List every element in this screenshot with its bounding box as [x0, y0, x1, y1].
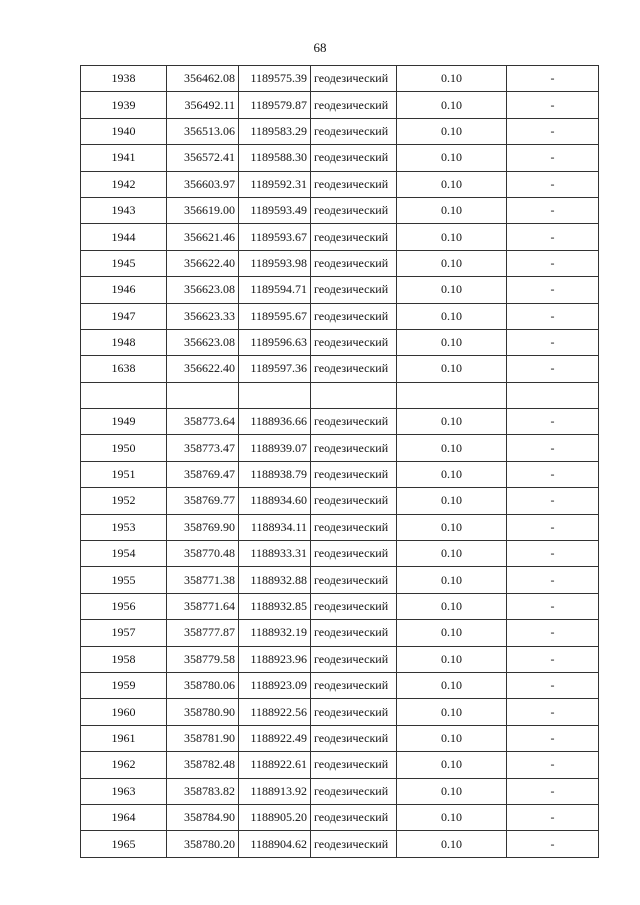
x-coordinate-cell: 358780.06 [167, 672, 239, 698]
method-cell: геодезический [311, 541, 397, 567]
point-number-cell: 1961 [81, 725, 167, 751]
table-row [81, 224, 599, 250]
accuracy-cell: 0.10 [397, 171, 507, 197]
table-row [81, 197, 599, 223]
y-coordinate-cell: 1188938.79 [239, 461, 311, 487]
table-row [81, 672, 599, 698]
y-coordinate-cell: 1188923.96 [239, 646, 311, 672]
y-coordinate-cell: 1188905.20 [239, 804, 311, 830]
point-number-cell: 1941 [81, 145, 167, 171]
accuracy-cell: 0.10 [397, 804, 507, 830]
x-coordinate-cell [167, 382, 239, 408]
accuracy-cell: 0.10 [397, 118, 507, 144]
y-coordinate-cell: 1189593.67 [239, 224, 311, 250]
method-cell: геодезический [311, 593, 397, 619]
x-coordinate-cell: 358777.87 [167, 620, 239, 646]
note-cell: - [507, 831, 599, 857]
x-coordinate-cell: 358784.90 [167, 804, 239, 830]
accuracy-cell: 0.10 [397, 752, 507, 778]
x-coordinate-cell: 358770.48 [167, 541, 239, 567]
y-coordinate-cell: 1188932.85 [239, 593, 311, 619]
accuracy-cell: 0.10 [397, 197, 507, 223]
y-coordinate-cell: 1188904.62 [239, 831, 311, 857]
table-row [81, 277, 599, 303]
accuracy-cell: 0.10 [397, 329, 507, 355]
y-coordinate-cell [239, 382, 311, 408]
accuracy-cell: 0.10 [397, 409, 507, 435]
y-coordinate-cell: 1189592.31 [239, 171, 311, 197]
accuracy-cell: 0.10 [397, 699, 507, 725]
point-number-cell: 1956 [81, 593, 167, 619]
method-cell: геодезический [311, 567, 397, 593]
note-cell: - [507, 409, 599, 435]
table-row [81, 382, 599, 408]
method-cell: геодезический [311, 277, 397, 303]
table-row [81, 804, 599, 830]
point-number-cell: 1962 [81, 752, 167, 778]
method-cell: геодезический [311, 672, 397, 698]
note-cell: - [507, 804, 599, 830]
method-cell: геодезический [311, 224, 397, 250]
table-row [81, 435, 599, 461]
x-coordinate-cell: 358781.90 [167, 725, 239, 751]
point-number-cell: 1952 [81, 488, 167, 514]
accuracy-cell: 0.10 [397, 303, 507, 329]
table-row [81, 488, 599, 514]
accuracy-cell: 0.10 [397, 646, 507, 672]
note-cell: - [507, 224, 599, 250]
note-cell: - [507, 250, 599, 276]
x-coordinate-cell: 356462.08 [167, 66, 239, 92]
method-cell: геодезический [311, 435, 397, 461]
note-cell: - [507, 646, 599, 672]
method-cell: геодезический [311, 488, 397, 514]
y-coordinate-cell: 1189583.29 [239, 118, 311, 144]
table-row [81, 303, 599, 329]
x-coordinate-cell: 356622.40 [167, 250, 239, 276]
accuracy-cell: 0.10 [397, 435, 507, 461]
method-cell: геодезический [311, 356, 397, 382]
y-coordinate-cell: 1189596.63 [239, 329, 311, 355]
method-cell: геодезический [311, 409, 397, 435]
y-coordinate-cell: 1189593.49 [239, 197, 311, 223]
point-number-cell [81, 382, 167, 408]
accuracy-cell: 0.10 [397, 672, 507, 698]
point-number-cell: 1963 [81, 778, 167, 804]
point-number-cell: 1943 [81, 197, 167, 223]
table-row [81, 752, 599, 778]
y-coordinate-cell: 1189579.87 [239, 92, 311, 118]
y-coordinate-cell: 1188934.60 [239, 488, 311, 514]
table-row [81, 356, 599, 382]
point-number-cell: 1947 [81, 303, 167, 329]
point-number-cell: 1945 [81, 250, 167, 276]
method-cell [311, 382, 397, 408]
table-row [81, 145, 599, 171]
point-number-cell: 1964 [81, 804, 167, 830]
accuracy-cell: 0.10 [397, 541, 507, 567]
y-coordinate-cell: 1188933.31 [239, 541, 311, 567]
coordinates-table [80, 65, 599, 858]
method-cell: геодезический [311, 831, 397, 857]
table-row [81, 620, 599, 646]
y-coordinate-cell: 1188932.88 [239, 567, 311, 593]
note-cell: - [507, 672, 599, 698]
note-cell: - [507, 197, 599, 223]
accuracy-cell: 0.10 [397, 725, 507, 751]
accuracy-cell: 0.10 [397, 66, 507, 92]
accuracy-cell: 0.10 [397, 514, 507, 540]
note-cell: - [507, 488, 599, 514]
x-coordinate-cell: 358783.82 [167, 778, 239, 804]
note-cell: - [507, 303, 599, 329]
x-coordinate-cell: 358769.90 [167, 514, 239, 540]
note-cell: - [507, 699, 599, 725]
table-row [81, 409, 599, 435]
accuracy-cell: 0.10 [397, 224, 507, 250]
x-coordinate-cell: 356513.06 [167, 118, 239, 144]
note-cell: - [507, 752, 599, 778]
note-cell: - [507, 620, 599, 646]
y-coordinate-cell: 1189595.67 [239, 303, 311, 329]
y-coordinate-cell: 1188913.92 [239, 778, 311, 804]
note-cell: - [507, 145, 599, 171]
point-number-cell: 1938 [81, 66, 167, 92]
method-cell: геодезический [311, 752, 397, 778]
method-cell: геодезический [311, 514, 397, 540]
method-cell: геодезический [311, 620, 397, 646]
table-row [81, 514, 599, 540]
point-number-cell: 1965 [81, 831, 167, 857]
point-number-cell: 1948 [81, 329, 167, 355]
y-coordinate-cell: 1189588.30 [239, 145, 311, 171]
method-cell: геодезический [311, 725, 397, 751]
table-row [81, 66, 599, 92]
y-coordinate-cell: 1188939.07 [239, 435, 311, 461]
point-number-cell: 1950 [81, 435, 167, 461]
y-coordinate-cell: 1188922.61 [239, 752, 311, 778]
note-cell: - [507, 778, 599, 804]
point-number-cell: 1940 [81, 118, 167, 144]
point-number-cell: 1944 [81, 224, 167, 250]
x-coordinate-cell: 356623.33 [167, 303, 239, 329]
x-coordinate-cell: 356623.08 [167, 329, 239, 355]
point-number-cell: 1942 [81, 171, 167, 197]
point-number-cell: 1959 [81, 672, 167, 698]
note-cell: - [507, 567, 599, 593]
point-number-cell: 1960 [81, 699, 167, 725]
table-row [81, 646, 599, 672]
note-cell: - [507, 593, 599, 619]
x-coordinate-cell: 356623.08 [167, 277, 239, 303]
x-coordinate-cell: 356621.46 [167, 224, 239, 250]
x-coordinate-cell: 356619.00 [167, 197, 239, 223]
x-coordinate-cell: 358771.64 [167, 593, 239, 619]
point-number-cell: 1946 [81, 277, 167, 303]
y-coordinate-cell: 1188932.19 [239, 620, 311, 646]
point-number-cell: 1955 [81, 567, 167, 593]
x-coordinate-cell: 358773.47 [167, 435, 239, 461]
x-coordinate-cell: 358769.47 [167, 461, 239, 487]
x-coordinate-cell: 358773.64 [167, 409, 239, 435]
x-coordinate-cell: 356572.41 [167, 145, 239, 171]
accuracy-cell: 0.10 [397, 831, 507, 857]
method-cell: геодезический [311, 250, 397, 276]
x-coordinate-cell: 356603.97 [167, 171, 239, 197]
y-coordinate-cell: 1188936.66 [239, 409, 311, 435]
y-coordinate-cell: 1188922.49 [239, 725, 311, 751]
point-number-cell: 1954 [81, 541, 167, 567]
table-row [81, 831, 599, 857]
note-cell [507, 382, 599, 408]
table-row [81, 567, 599, 593]
table-row [81, 118, 599, 144]
point-number-cell: 1957 [81, 620, 167, 646]
x-coordinate-cell: 358782.48 [167, 752, 239, 778]
table-row [81, 778, 599, 804]
accuracy-cell: 0.10 [397, 356, 507, 382]
note-cell: - [507, 329, 599, 355]
method-cell: геодезический [311, 329, 397, 355]
table-row [81, 250, 599, 276]
y-coordinate-cell: 1189593.98 [239, 250, 311, 276]
table-row [81, 593, 599, 619]
x-coordinate-cell: 358779.58 [167, 646, 239, 672]
table-row [81, 171, 599, 197]
accuracy-cell: 0.10 [397, 145, 507, 171]
x-coordinate-cell: 358780.90 [167, 699, 239, 725]
page-number: 68 [313, 40, 327, 55]
accuracy-cell: 0.10 [397, 620, 507, 646]
table-row [81, 461, 599, 487]
method-cell: геодезический [311, 118, 397, 144]
note-cell: - [507, 541, 599, 567]
x-coordinate-cell: 356622.40 [167, 356, 239, 382]
y-coordinate-cell: 1188923.09 [239, 672, 311, 698]
x-coordinate-cell: 358769.77 [167, 488, 239, 514]
y-coordinate-cell: 1189597.36 [239, 356, 311, 382]
note-cell: - [507, 277, 599, 303]
method-cell: геодезический [311, 646, 397, 672]
method-cell: геодезический [311, 145, 397, 171]
accuracy-cell [397, 382, 507, 408]
y-coordinate-cell: 1188934.11 [239, 514, 311, 540]
note-cell: - [507, 92, 599, 118]
method-cell: геодезический [311, 699, 397, 725]
note-cell: - [507, 461, 599, 487]
note-cell: - [507, 356, 599, 382]
point-number-cell: 1638 [81, 356, 167, 382]
accuracy-cell: 0.10 [397, 277, 507, 303]
accuracy-cell: 0.10 [397, 488, 507, 514]
table-row [81, 725, 599, 751]
point-number-cell: 1949 [81, 409, 167, 435]
table-row [81, 92, 599, 118]
method-cell: геодезический [311, 197, 397, 223]
point-number-cell: 1958 [81, 646, 167, 672]
note-cell: - [507, 171, 599, 197]
method-cell: геодезический [311, 171, 397, 197]
note-cell: - [507, 435, 599, 461]
method-cell: геодезический [311, 66, 397, 92]
point-number-cell: 1951 [81, 461, 167, 487]
method-cell: геодезический [311, 778, 397, 804]
table-row [81, 329, 599, 355]
y-coordinate-cell: 1189594.71 [239, 277, 311, 303]
note-cell: - [507, 118, 599, 144]
method-cell: геодезический [311, 303, 397, 329]
table-row [81, 541, 599, 567]
y-coordinate-cell: 1189575.39 [239, 66, 311, 92]
note-cell: - [507, 66, 599, 92]
accuracy-cell: 0.10 [397, 461, 507, 487]
point-number-cell: 1939 [81, 92, 167, 118]
note-cell: - [507, 514, 599, 540]
accuracy-cell: 0.10 [397, 92, 507, 118]
note-cell: - [507, 725, 599, 751]
y-coordinate-cell: 1188922.56 [239, 699, 311, 725]
x-coordinate-cell: 356492.11 [167, 92, 239, 118]
accuracy-cell: 0.10 [397, 250, 507, 276]
point-number-cell: 1953 [81, 514, 167, 540]
accuracy-cell: 0.10 [397, 567, 507, 593]
method-cell: геодезический [311, 92, 397, 118]
method-cell: геодезический [311, 461, 397, 487]
x-coordinate-cell: 358780.20 [167, 831, 239, 857]
accuracy-cell: 0.10 [397, 778, 507, 804]
coordinates-table-body [81, 66, 599, 858]
accuracy-cell: 0.10 [397, 593, 507, 619]
method-cell: геодезический [311, 804, 397, 830]
table-row [81, 699, 599, 725]
x-coordinate-cell: 358771.38 [167, 567, 239, 593]
